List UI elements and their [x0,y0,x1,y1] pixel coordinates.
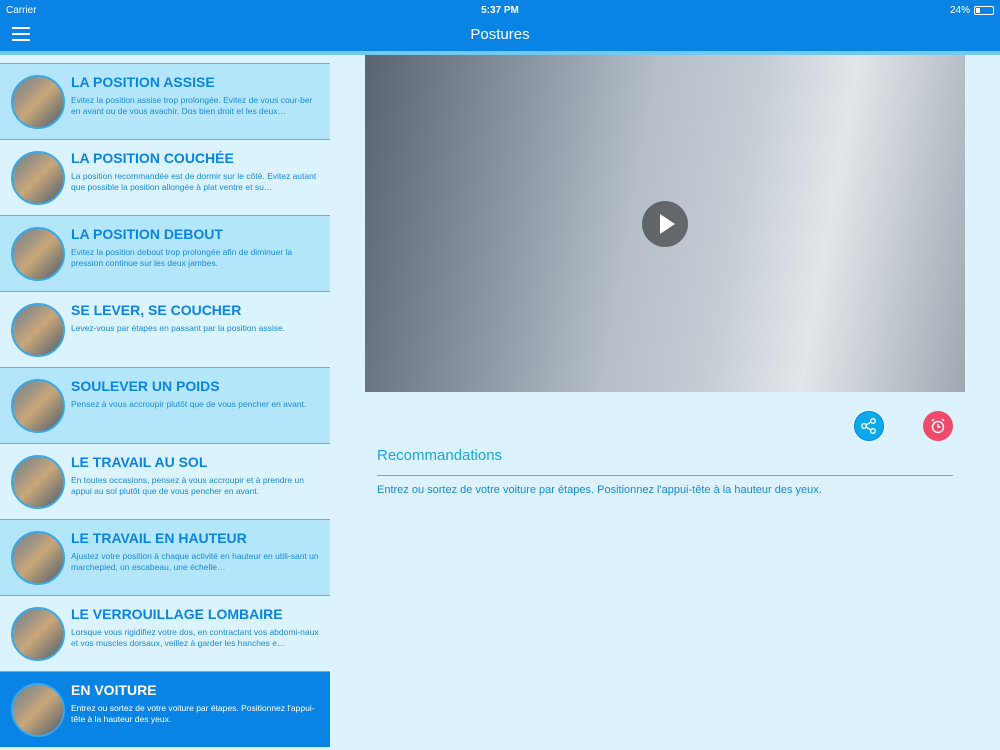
posture-list [0,63,330,747]
page-title: Postures [470,26,530,43]
item-description: En toutes occasions, pensez à vous accroupir et à prendre un appui au sol plutôt que de vous pencher en avant. [71,475,304,496]
alarm-clock-icon [929,417,947,435]
item-title: LA POSITION DEBOUT [71,226,223,242]
item-title: SOULEVER UN POIDS [71,378,220,394]
item-description: Entrez ou sortez de votre voiture par étapes. Positionnez l'appui-tête à la hauteur des yeux. [71,703,315,724]
list-item[interactable] [0,139,330,215]
recommendation-text: Entrez ou sortez de votre voiture par étapes. Positionnez l'appui-tête à la hauteur des yeux. [377,484,822,496]
list-item[interactable] [0,367,330,443]
clock: 5:37 PM [481,4,519,16]
battery-icon [974,6,994,15]
share-button[interactable] [854,411,884,441]
carrier: Carrier [6,4,37,16]
thumbnail-image [11,379,65,433]
hamburger-menu-icon[interactable] [12,27,30,41]
item-description: Pensez à vous accroupir plutôt que de vous pencher en avant. [71,399,307,409]
play-icon[interactable] [642,201,688,247]
item-title: LA POSITION COUCHÉE [71,150,234,166]
thumbnail-image [11,151,65,205]
thumbnail-image [11,683,65,737]
item-description: Evitez la position assise trop prolongée. Evitez de vous cour-ber en avant ou de vous avachir. Dos bien droit et les deux… [71,95,313,116]
list-item[interactable] [0,291,330,367]
section-title: Recommandations [377,447,503,464]
thumbnail-image [11,607,65,661]
thumbnail-image [11,303,65,357]
nav-bar [0,20,1000,51]
list-item-selected[interactable] [0,671,330,747]
thumbnail-image [11,455,65,509]
list-item[interactable] [0,519,330,595]
list-item[interactable] [0,63,330,139]
thumbnail-image [11,531,65,585]
status-bar [0,0,1000,20]
list-item[interactable] [0,595,330,671]
item-description: Evitez la position debout trop prolongée afin de diminuer la pression continue sur les deux jambes. [71,247,293,268]
thumbnail-image [11,75,65,129]
video-player[interactable] [365,55,965,392]
thumbnail-image [11,227,65,281]
item-title: LE VERROUILLAGE LOMBAIRE [71,606,283,622]
item-title: LE TRAVAIL EN HAUTEUR [71,530,247,546]
item-title: SE LEVER, SE COUCHER [71,302,242,318]
item-description: Levez-vous par étapes en passant par la position assise. [71,323,286,333]
item-description: La position recommandée est de dormir sur le côté. Evitez autant que possible la position allongée à plat ventre et su… [71,171,317,192]
share-icon [860,417,878,435]
item-title: LA POSITION ASSISE [71,74,215,90]
reminder-button[interactable] [923,411,953,441]
item-description: Lorsque vous rigidifiez votre dos, en contractant vos abdomi-naux et vos muscles dorsaux, veillez à garder les hanches e… [71,627,319,648]
battery-percent: 24% [949,4,970,16]
item-description: Ajustez votre position à chaque activité en hauteur en utili-sant un marchepied, un escabeau, une échelle… [71,551,319,572]
item-title: EN VOITURE [71,682,157,698]
list-item[interactable] [0,443,330,519]
item-title: LE TRAVAIL AU SOL [71,454,208,470]
divider [377,475,953,476]
list-item[interactable] [0,215,330,291]
